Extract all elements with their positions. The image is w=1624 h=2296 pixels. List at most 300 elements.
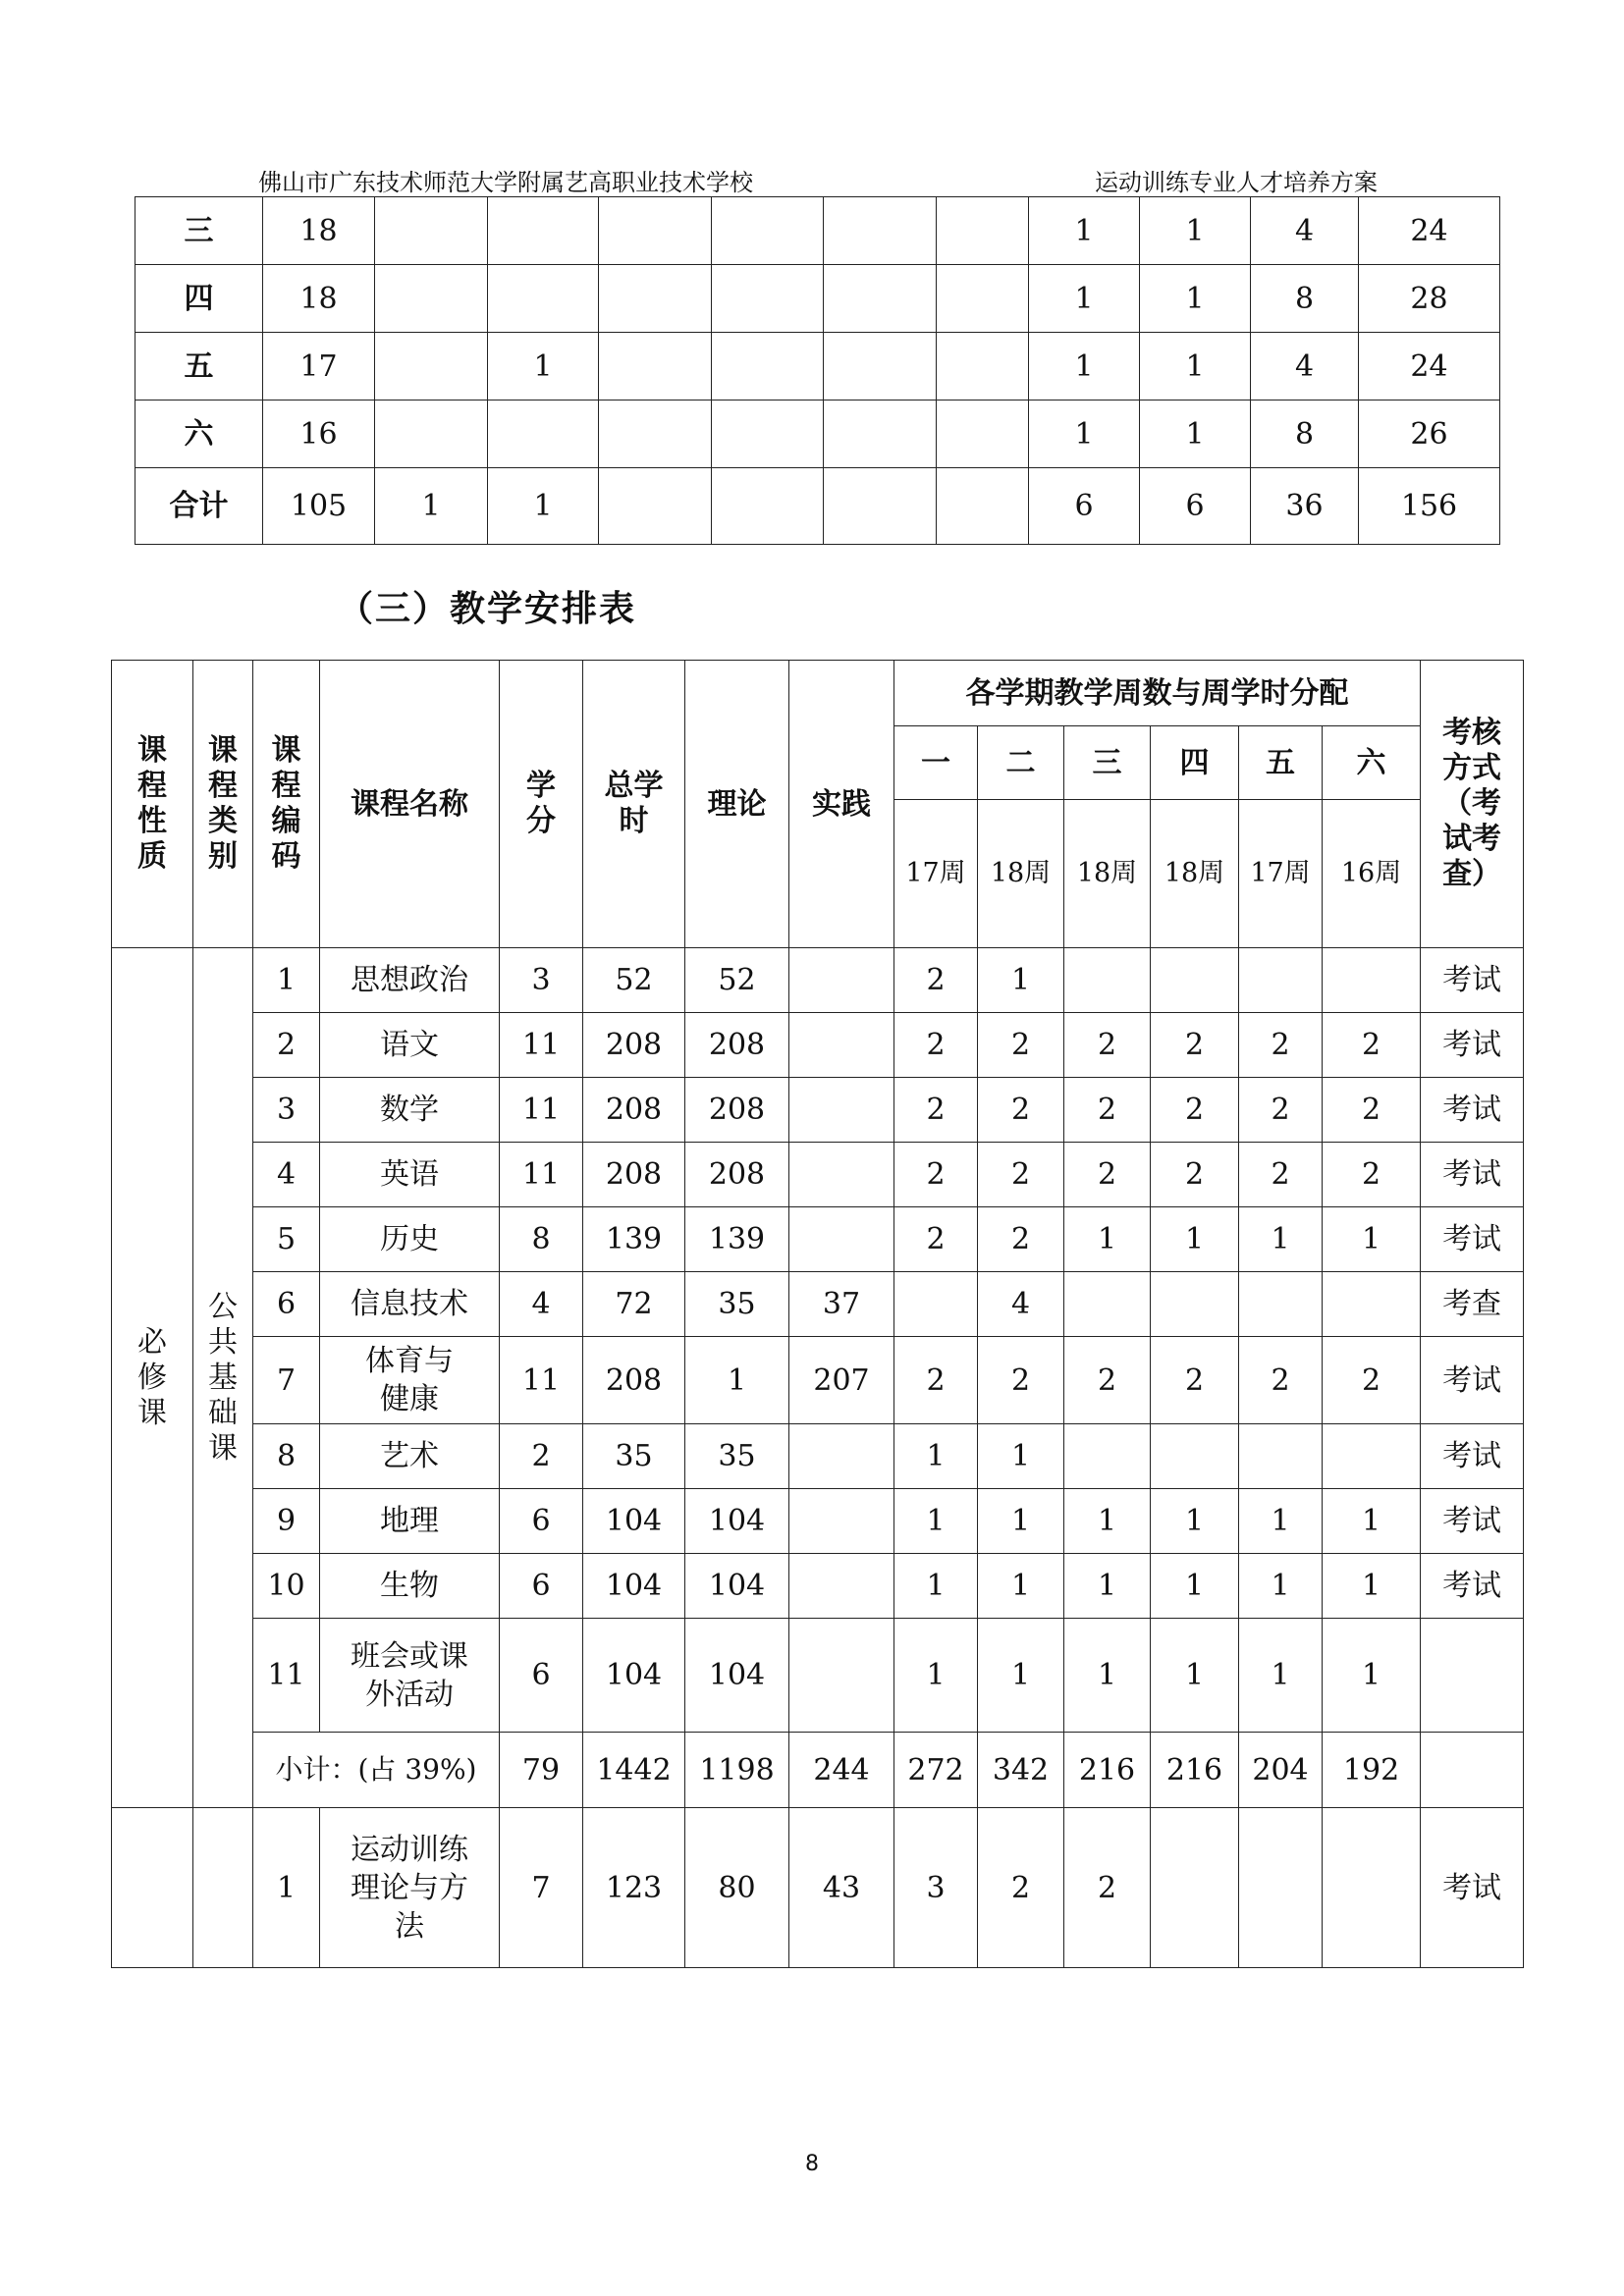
cell-s1: 2 <box>894 1078 978 1143</box>
header-semester: 五 <box>1239 726 1323 800</box>
course-name <box>320 1489 500 1554</box>
text-line: 码 <box>271 839 301 874</box>
page-number: 8 <box>805 2152 819 2176</box>
cell-s5: 2 <box>1239 1078 1323 1143</box>
text-line: 编 <box>271 804 301 838</box>
header-credit <box>500 661 583 948</box>
cell-exam: 考试 <box>1421 1078 1524 1143</box>
cell-total: 123 <box>583 1808 685 1968</box>
text-line: 基 <box>208 1360 238 1395</box>
text-line: （考 <box>1442 786 1502 821</box>
text-line: 共 <box>208 1324 238 1360</box>
cell-s5: 2 <box>1239 1143 1323 1207</box>
cell-s4 <box>1151 1808 1239 1968</box>
table-cell <box>599 468 712 545</box>
text-line: 理论与方 <box>351 1870 468 1905</box>
text-line: 方式 <box>1442 751 1502 785</box>
text-line: 公 <box>208 1289 238 1324</box>
teaching-schedule-table <box>111 660 1524 1968</box>
cell-exam: 考试 <box>1421 1337 1524 1424</box>
header-semester: 二 <box>978 726 1064 800</box>
cell-s1: 2 <box>894 1013 978 1078</box>
cell-total: 104 <box>583 1489 685 1554</box>
cell-s6: 2 <box>1323 1337 1421 1424</box>
header-semester: 六 <box>1323 726 1421 800</box>
text-line: 础 <box>208 1395 238 1430</box>
table-cell: 18 <box>263 265 375 333</box>
cell-s6: 2 <box>1323 1143 1421 1207</box>
table-row <box>135 197 1500 265</box>
cell-s3: 2 <box>1064 1078 1151 1143</box>
subtotal-s5: 204 <box>1239 1733 1323 1808</box>
nature-label <box>112 948 193 1808</box>
header-semester: 三 <box>1064 726 1151 800</box>
cell-theory: 139 <box>685 1207 789 1272</box>
course-code: 8 <box>253 1424 320 1489</box>
cell-s2: 2 <box>978 1337 1064 1424</box>
cell-credit: 11 <box>500 1078 583 1143</box>
cell-exam: 考试 <box>1421 1489 1524 1554</box>
table-cell: 1 <box>1029 400 1140 468</box>
cell-s5: 1 <box>1239 1489 1323 1554</box>
table-cell: 1 <box>1029 333 1140 400</box>
table-cell: 1 <box>375 468 488 545</box>
course-name <box>320 1143 500 1207</box>
table-cell <box>712 468 824 545</box>
nature-cell <box>112 1808 193 1968</box>
cell-s3: 1 <box>1064 1619 1151 1733</box>
cell-s3 <box>1064 1424 1151 1489</box>
cell-s1: 2 <box>894 1143 978 1207</box>
course-name <box>320 1808 500 1968</box>
header-row <box>112 661 1524 726</box>
text-line: 程 <box>137 769 167 803</box>
header-total <box>583 661 685 948</box>
cell-theory: 35 <box>685 1424 789 1489</box>
table-cell <box>375 265 488 333</box>
text-line: 课 <box>137 733 167 768</box>
cell-s2: 1 <box>978 1619 1064 1733</box>
table-cell <box>712 333 824 400</box>
cell-s2: 2 <box>978 1078 1064 1143</box>
cell-s6: 2 <box>1323 1013 1421 1078</box>
cell-s2: 1 <box>978 1554 1064 1619</box>
header-category <box>193 661 253 948</box>
cell-credit: 11 <box>500 1143 583 1207</box>
cell-s5 <box>1239 1424 1323 1489</box>
cell-s3: 2 <box>1064 1013 1151 1078</box>
header-code <box>253 661 320 948</box>
table-cell <box>375 197 488 265</box>
cell-s1: 1 <box>894 1424 978 1489</box>
cell-s4: 1 <box>1151 1489 1239 1554</box>
course-name <box>320 1337 500 1424</box>
table-cell <box>824 197 937 265</box>
table-cell <box>824 333 937 400</box>
header-semester: 一 <box>894 726 978 800</box>
cell-s4: 2 <box>1151 1013 1239 1078</box>
cell-s3: 1 <box>1064 1489 1151 1554</box>
cell-s6: 1 <box>1323 1554 1421 1619</box>
cell-s1: 2 <box>894 1337 978 1424</box>
table-cell: 1 <box>1140 197 1251 265</box>
table-cell <box>599 333 712 400</box>
cell-credit: 6 <box>500 1619 583 1733</box>
table-cell <box>712 400 824 468</box>
text-line: 必 <box>137 1324 167 1360</box>
header-exam <box>1421 661 1524 948</box>
table-cell: 6 <box>1029 468 1140 545</box>
table-cell <box>937 333 1029 400</box>
cell-credit: 8 <box>500 1207 583 1272</box>
cell-s6 <box>1323 1424 1421 1489</box>
table-cell <box>824 468 937 545</box>
header-weeks: 18周 <box>978 800 1064 948</box>
cell-total: 208 <box>583 1143 685 1207</box>
cell-s2: 1 <box>978 1489 1064 1554</box>
cell-practice <box>789 1078 894 1143</box>
cell-s6: 1 <box>1323 1207 1421 1272</box>
course-name <box>320 1078 500 1143</box>
cell-exam: 考试 <box>1421 948 1524 1013</box>
text-line: 生物 <box>380 1569 439 1603</box>
cell-s3: 2 <box>1064 1808 1151 1968</box>
page-header <box>258 163 1378 197</box>
cell-s3: 1 <box>1064 1554 1151 1619</box>
cell-exam: 考试 <box>1421 1554 1524 1619</box>
cell-credit: 11 <box>500 1337 583 1424</box>
subtotal-s1: 272 <box>894 1733 978 1808</box>
cell-practice: 43 <box>789 1808 894 1968</box>
cell-credit: 6 <box>500 1554 583 1619</box>
text-line: 学 <box>526 769 556 803</box>
course-name <box>320 948 500 1013</box>
cell-theory: 52 <box>685 948 789 1013</box>
table-cell: 4 <box>1251 333 1359 400</box>
text-line: 课 <box>271 733 301 768</box>
cell-s6: 1 <box>1323 1619 1421 1733</box>
cell-s3 <box>1064 948 1151 1013</box>
cell-s3: 1 <box>1064 1207 1151 1272</box>
cell-total: 139 <box>583 1207 685 1272</box>
text-line: 课 <box>208 1430 238 1466</box>
cell-practice: 207 <box>789 1337 894 1424</box>
text-line: 修 <box>137 1360 167 1395</box>
cell-s4: 1 <box>1151 1554 1239 1619</box>
cell-s1: 2 <box>894 1207 978 1272</box>
table-cell <box>599 265 712 333</box>
table-cell <box>488 197 599 265</box>
subtotal-row <box>112 1733 1524 1808</box>
text-line: 运动训练 <box>351 1832 468 1867</box>
text-line: 艺术 <box>380 1439 439 1473</box>
table-cell: 4 <box>1251 197 1359 265</box>
cell-s2: 1 <box>978 948 1064 1013</box>
course-code: 4 <box>253 1143 320 1207</box>
course-code: 6 <box>253 1272 320 1337</box>
table-cell <box>937 468 1029 545</box>
cell-s2: 2 <box>978 1143 1064 1207</box>
header-theory: 理论 <box>685 661 789 948</box>
subtotal-credit: 79 <box>500 1733 583 1808</box>
table-cell: 17 <box>263 333 375 400</box>
subtotal-exam <box>1421 1733 1524 1808</box>
cell-exam: 考试 <box>1421 1013 1524 1078</box>
cell-theory: 1 <box>685 1337 789 1424</box>
text-line: 质 <box>137 839 167 874</box>
table-row <box>135 333 1500 400</box>
course-name <box>320 1619 500 1733</box>
table-row <box>112 1013 1524 1078</box>
cell-s4: 1 <box>1151 1619 1239 1733</box>
table-row <box>112 1337 1524 1424</box>
row-label: 四 <box>135 265 263 333</box>
table-cell <box>488 265 599 333</box>
cell-theory: 208 <box>685 1143 789 1207</box>
cell-theory: 104 <box>685 1489 789 1554</box>
cell-s4: 1 <box>1151 1207 1239 1272</box>
cell-exam: 考试 <box>1421 1424 1524 1489</box>
cell-practice <box>789 1619 894 1733</box>
cell-theory: 35 <box>685 1272 789 1337</box>
table-row <box>112 1207 1524 1272</box>
cell-s4 <box>1151 948 1239 1013</box>
cell-practice <box>789 948 894 1013</box>
cell-s4 <box>1151 1272 1239 1337</box>
cell-credit: 7 <box>500 1808 583 1968</box>
table-row <box>135 265 1500 333</box>
course-code: 1 <box>253 948 320 1013</box>
cell-s6: 1 <box>1323 1489 1421 1554</box>
course-code: 1 <box>253 1808 320 1968</box>
cell-s6 <box>1323 1272 1421 1337</box>
text-line: 类 <box>208 804 238 838</box>
table-cell: 1 <box>1140 333 1251 400</box>
text-line: 法 <box>395 1908 424 1944</box>
header-nature <box>112 661 193 948</box>
cell-exam <box>1421 1619 1524 1733</box>
table-cell: 24 <box>1359 197 1500 265</box>
course-code: 11 <box>253 1619 320 1733</box>
text-line: 班会或课 <box>351 1638 468 1674</box>
text-line: 地理 <box>380 1504 439 1538</box>
table-row <box>112 1424 1524 1489</box>
header-distribution: 各学期教学周数与周学时分配 <box>894 661 1421 726</box>
header-weeks: 18周 <box>1064 800 1151 948</box>
category-cell <box>193 1808 253 1968</box>
program-name: 运动训练专业人才培养方案 <box>1095 169 1378 196</box>
cell-s5: 1 <box>1239 1554 1323 1619</box>
subtotal-theory: 1198 <box>685 1733 789 1808</box>
header-practice: 实践 <box>789 661 894 948</box>
cell-s5: 1 <box>1239 1207 1323 1272</box>
table-cell: 1 <box>488 468 599 545</box>
cell-s5 <box>1239 1808 1323 1968</box>
cell-s3 <box>1064 1272 1151 1337</box>
table-cell <box>712 197 824 265</box>
week-allocation-table <box>135 196 1500 545</box>
cell-practice: 37 <box>789 1272 894 1337</box>
cell-s3: 2 <box>1064 1143 1151 1207</box>
cell-s4: 2 <box>1151 1078 1239 1143</box>
cell-practice <box>789 1489 894 1554</box>
cell-s1: 1 <box>894 1554 978 1619</box>
table-cell: 105 <box>263 468 375 545</box>
text-line: 数学 <box>380 1093 439 1127</box>
cell-total: 208 <box>583 1337 685 1424</box>
table-cell: 8 <box>1251 265 1359 333</box>
category-label <box>193 948 253 1808</box>
cell-total: 72 <box>583 1272 685 1337</box>
course-code: 9 <box>253 1489 320 1554</box>
table-cell: 1 <box>1029 265 1140 333</box>
cell-s5: 2 <box>1239 1013 1323 1078</box>
table-row <box>112 1078 1524 1143</box>
cell-total: 35 <box>583 1424 685 1489</box>
header-weeks: 17周 <box>1239 800 1323 948</box>
text-line: 总学 <box>604 769 664 803</box>
table-row <box>112 948 1524 1013</box>
table-cell: 36 <box>1251 468 1359 545</box>
cell-s2: 2 <box>978 1013 1064 1078</box>
course-code: 7 <box>253 1337 320 1424</box>
course-code: 5 <box>253 1207 320 1272</box>
text-line: 英语 <box>380 1157 439 1192</box>
cell-s1: 3 <box>894 1808 978 1968</box>
text-line: 时 <box>619 804 649 838</box>
cell-total: 208 <box>583 1013 685 1078</box>
cell-credit: 6 <box>500 1489 583 1554</box>
cell-s1: 2 <box>894 948 978 1013</box>
table-row <box>112 1808 1524 1968</box>
table-cell <box>375 400 488 468</box>
text-line: 性 <box>137 804 167 838</box>
table-row <box>135 468 1500 545</box>
cell-credit: 2 <box>500 1424 583 1489</box>
subtotal-s6: 192 <box>1323 1733 1421 1808</box>
cell-s1: 1 <box>894 1489 978 1554</box>
table-cell <box>937 197 1029 265</box>
course-code: 3 <box>253 1078 320 1143</box>
subtotal-s3: 216 <box>1064 1733 1151 1808</box>
cell-total: 52 <box>583 948 685 1013</box>
cell-s4: 2 <box>1151 1337 1239 1424</box>
course-name <box>320 1207 500 1272</box>
table-row <box>135 400 1500 468</box>
cell-s2: 2 <box>978 1207 1064 1272</box>
cell-s4: 2 <box>1151 1143 1239 1207</box>
text-line: 考核 <box>1442 716 1502 750</box>
cell-s6: 2 <box>1323 1078 1421 1143</box>
header-name: 课程名称 <box>320 661 500 948</box>
table-row <box>112 1143 1524 1207</box>
table-cell: 24 <box>1359 333 1500 400</box>
cell-exam: 考查 <box>1421 1272 1524 1337</box>
row-label: 五 <box>135 333 263 400</box>
table-cell: 156 <box>1359 468 1500 545</box>
course-code: 2 <box>253 1013 320 1078</box>
course-code: 10 <box>253 1554 320 1619</box>
cell-practice <box>789 1554 894 1619</box>
text-line: 思想政治 <box>351 963 468 997</box>
table-cell: 1 <box>1029 197 1140 265</box>
cell-total: 104 <box>583 1619 685 1733</box>
table-cell: 28 <box>1359 265 1500 333</box>
cell-s2: 1 <box>978 1424 1064 1489</box>
cell-theory: 104 <box>685 1554 789 1619</box>
text-line: 信息技术 <box>351 1287 468 1321</box>
cell-practice <box>789 1013 894 1078</box>
cell-theory: 104 <box>685 1619 789 1733</box>
row-label: 六 <box>135 400 263 468</box>
text-line: 查） <box>1442 857 1502 891</box>
cell-credit: 4 <box>500 1272 583 1337</box>
course-name <box>320 1013 500 1078</box>
cell-s1: 1 <box>894 1619 978 1733</box>
course-name <box>320 1424 500 1489</box>
text-line: 语文 <box>380 1028 439 1062</box>
subtotal-s4: 216 <box>1151 1733 1239 1808</box>
text-line: 历史 <box>380 1222 439 1256</box>
cell-theory: 208 <box>685 1013 789 1078</box>
table-cell: 26 <box>1359 400 1500 468</box>
text-line: 课 <box>208 733 238 768</box>
header-weeks: 16周 <box>1323 800 1421 948</box>
table-cell: 8 <box>1251 400 1359 468</box>
cell-credit: 11 <box>500 1013 583 1078</box>
cell-s5: 2 <box>1239 1337 1323 1424</box>
table-cell <box>488 400 599 468</box>
cell-s2: 4 <box>978 1272 1064 1337</box>
text-line: 健康 <box>380 1382 439 1416</box>
table-cell <box>937 265 1029 333</box>
cell-exam: 考试 <box>1421 1808 1524 1968</box>
school-name: 佛山市广东技术师范大学附属艺高职业技术学校 <box>258 169 753 196</box>
row-label: 合计 <box>135 468 263 545</box>
text-line: 体育与 <box>365 1344 454 1378</box>
cell-s3: 2 <box>1064 1337 1151 1424</box>
header-weeks: 17周 <box>894 800 978 948</box>
cell-total: 104 <box>583 1554 685 1619</box>
cell-total: 208 <box>583 1078 685 1143</box>
row-label: 三 <box>135 197 263 265</box>
table-cell: 16 <box>263 400 375 468</box>
cell-s5: 1 <box>1239 1619 1323 1733</box>
text-line: 程 <box>271 769 301 803</box>
text-line: 外活动 <box>365 1677 454 1712</box>
table-cell: 18 <box>263 197 375 265</box>
text-line: 试考 <box>1442 822 1502 856</box>
course-name <box>320 1272 500 1337</box>
text-line: 课 <box>137 1395 167 1430</box>
cell-s6 <box>1323 1808 1421 1968</box>
cell-exam: 考试 <box>1421 1143 1524 1207</box>
subtotal-s2: 342 <box>978 1733 1064 1808</box>
table-cell: 1 <box>1140 265 1251 333</box>
section-title: （三）教学安排表 <box>338 589 637 629</box>
cell-theory: 80 <box>685 1808 789 1968</box>
cell-s5 <box>1239 1272 1323 1337</box>
header-weeks: 18周 <box>1151 800 1239 948</box>
table-row <box>112 1619 1524 1733</box>
cell-theory: 208 <box>685 1078 789 1143</box>
table-cell <box>824 400 937 468</box>
cell-credit: 3 <box>500 948 583 1013</box>
subtotal-total: 1442 <box>583 1733 685 1808</box>
table-row <box>112 1554 1524 1619</box>
text-line: 别 <box>208 839 238 874</box>
table-cell <box>712 265 824 333</box>
